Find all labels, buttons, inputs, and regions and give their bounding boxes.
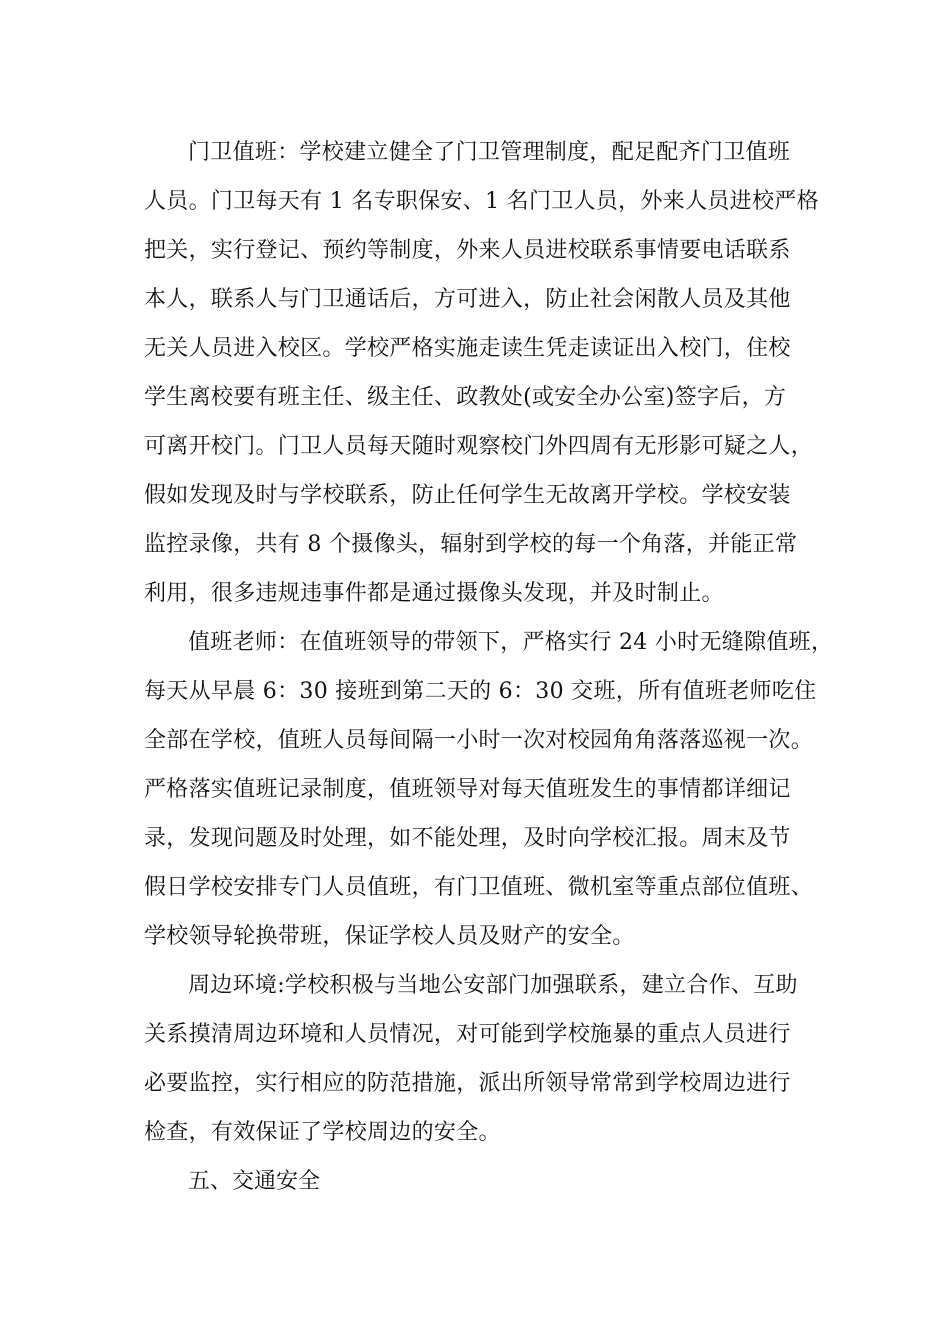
text-line: 录，发现问题及时处理，如不能处理，及时向学校汇报。周末及节 bbox=[144, 826, 791, 851]
text-line: 严格落实值班记录制度，值班领导对每天值班发生的事情都详细记 bbox=[144, 777, 791, 802]
paragraph-surroundings bbox=[144, 961, 824, 1157]
text-line: 关系摸清周边环境和人员情况，对可能到学校施暴的重点人员进行 bbox=[144, 1022, 791, 1047]
text-line: 每天从早晨 6：30 接班到第二天的 6：30 交班，所有值班老师吃住 bbox=[144, 679, 817, 704]
text-line: 假如发现及时与学校联系，防止任何学生无故离开学校。学校安装 bbox=[144, 483, 791, 508]
text-line: 监控录像，共有 8 个摄像头，辐射到学校的每一个角落，并能正常 bbox=[144, 532, 798, 557]
text-line: 全部在学校，值班人员每间隔一小时一次对校园角角落落巡视一次。 bbox=[144, 728, 814, 753]
section-heading: 五、交通安全 bbox=[188, 1169, 321, 1194]
text-line: 可离开校门。门卫人员每天随时观察校门外四周有无形影可疑之人， bbox=[144, 434, 814, 459]
text-line: 学生离校要有班主任、级主任、政教处(或安全办公室)签字后，方 bbox=[144, 385, 787, 410]
text-line: 值班老师：在值班领导的带领下，严格实行 24 小时无缝隙值班， bbox=[188, 630, 834, 655]
paragraph-gate-duty bbox=[144, 128, 824, 618]
text-line: 利用，很多违规违事件都是通过摄像头发现，并及时制止。 bbox=[144, 581, 724, 606]
text-line: 假日学校安排专门人员值班，有门卫值班、微机室等重点部位值班、 bbox=[144, 875, 814, 900]
text-line: 本人，联系人与门卫通话后，方可进入，防止社会闲散人员及其他 bbox=[144, 287, 791, 312]
paragraph-duty-teachers bbox=[144, 618, 834, 961]
text-line: 人员。门卫每天有 1 名专职保安、1 名门卫人员，外来人员进校严格 bbox=[144, 189, 819, 214]
text-line: 周边环境:学校积极与当地公安部门加强联系，建立合作、互助 bbox=[188, 973, 798, 998]
text-line: 无关人员进入校区。学校严格实施走读生凭走读证出入校门，住校 bbox=[144, 336, 791, 361]
text-line: 门卫值班：学校建立健全了门卫管理制度，配足配齐门卫值班 bbox=[188, 140, 791, 165]
text-line: 必要监控，实行相应的防范措施，派出所领导常常到学校周边进行 bbox=[144, 1071, 791, 1096]
text-line: 学校领导轮换带班，保证学校人员及财产的安全。 bbox=[144, 924, 635, 949]
document-body bbox=[144, 128, 834, 1206]
text-line: 把关，实行登记、预约等制度，外来人员进校联系事情要电话联系 bbox=[144, 238, 791, 263]
text-line: 检查，有效保证了学校周边的安全。 bbox=[144, 1120, 501, 1145]
